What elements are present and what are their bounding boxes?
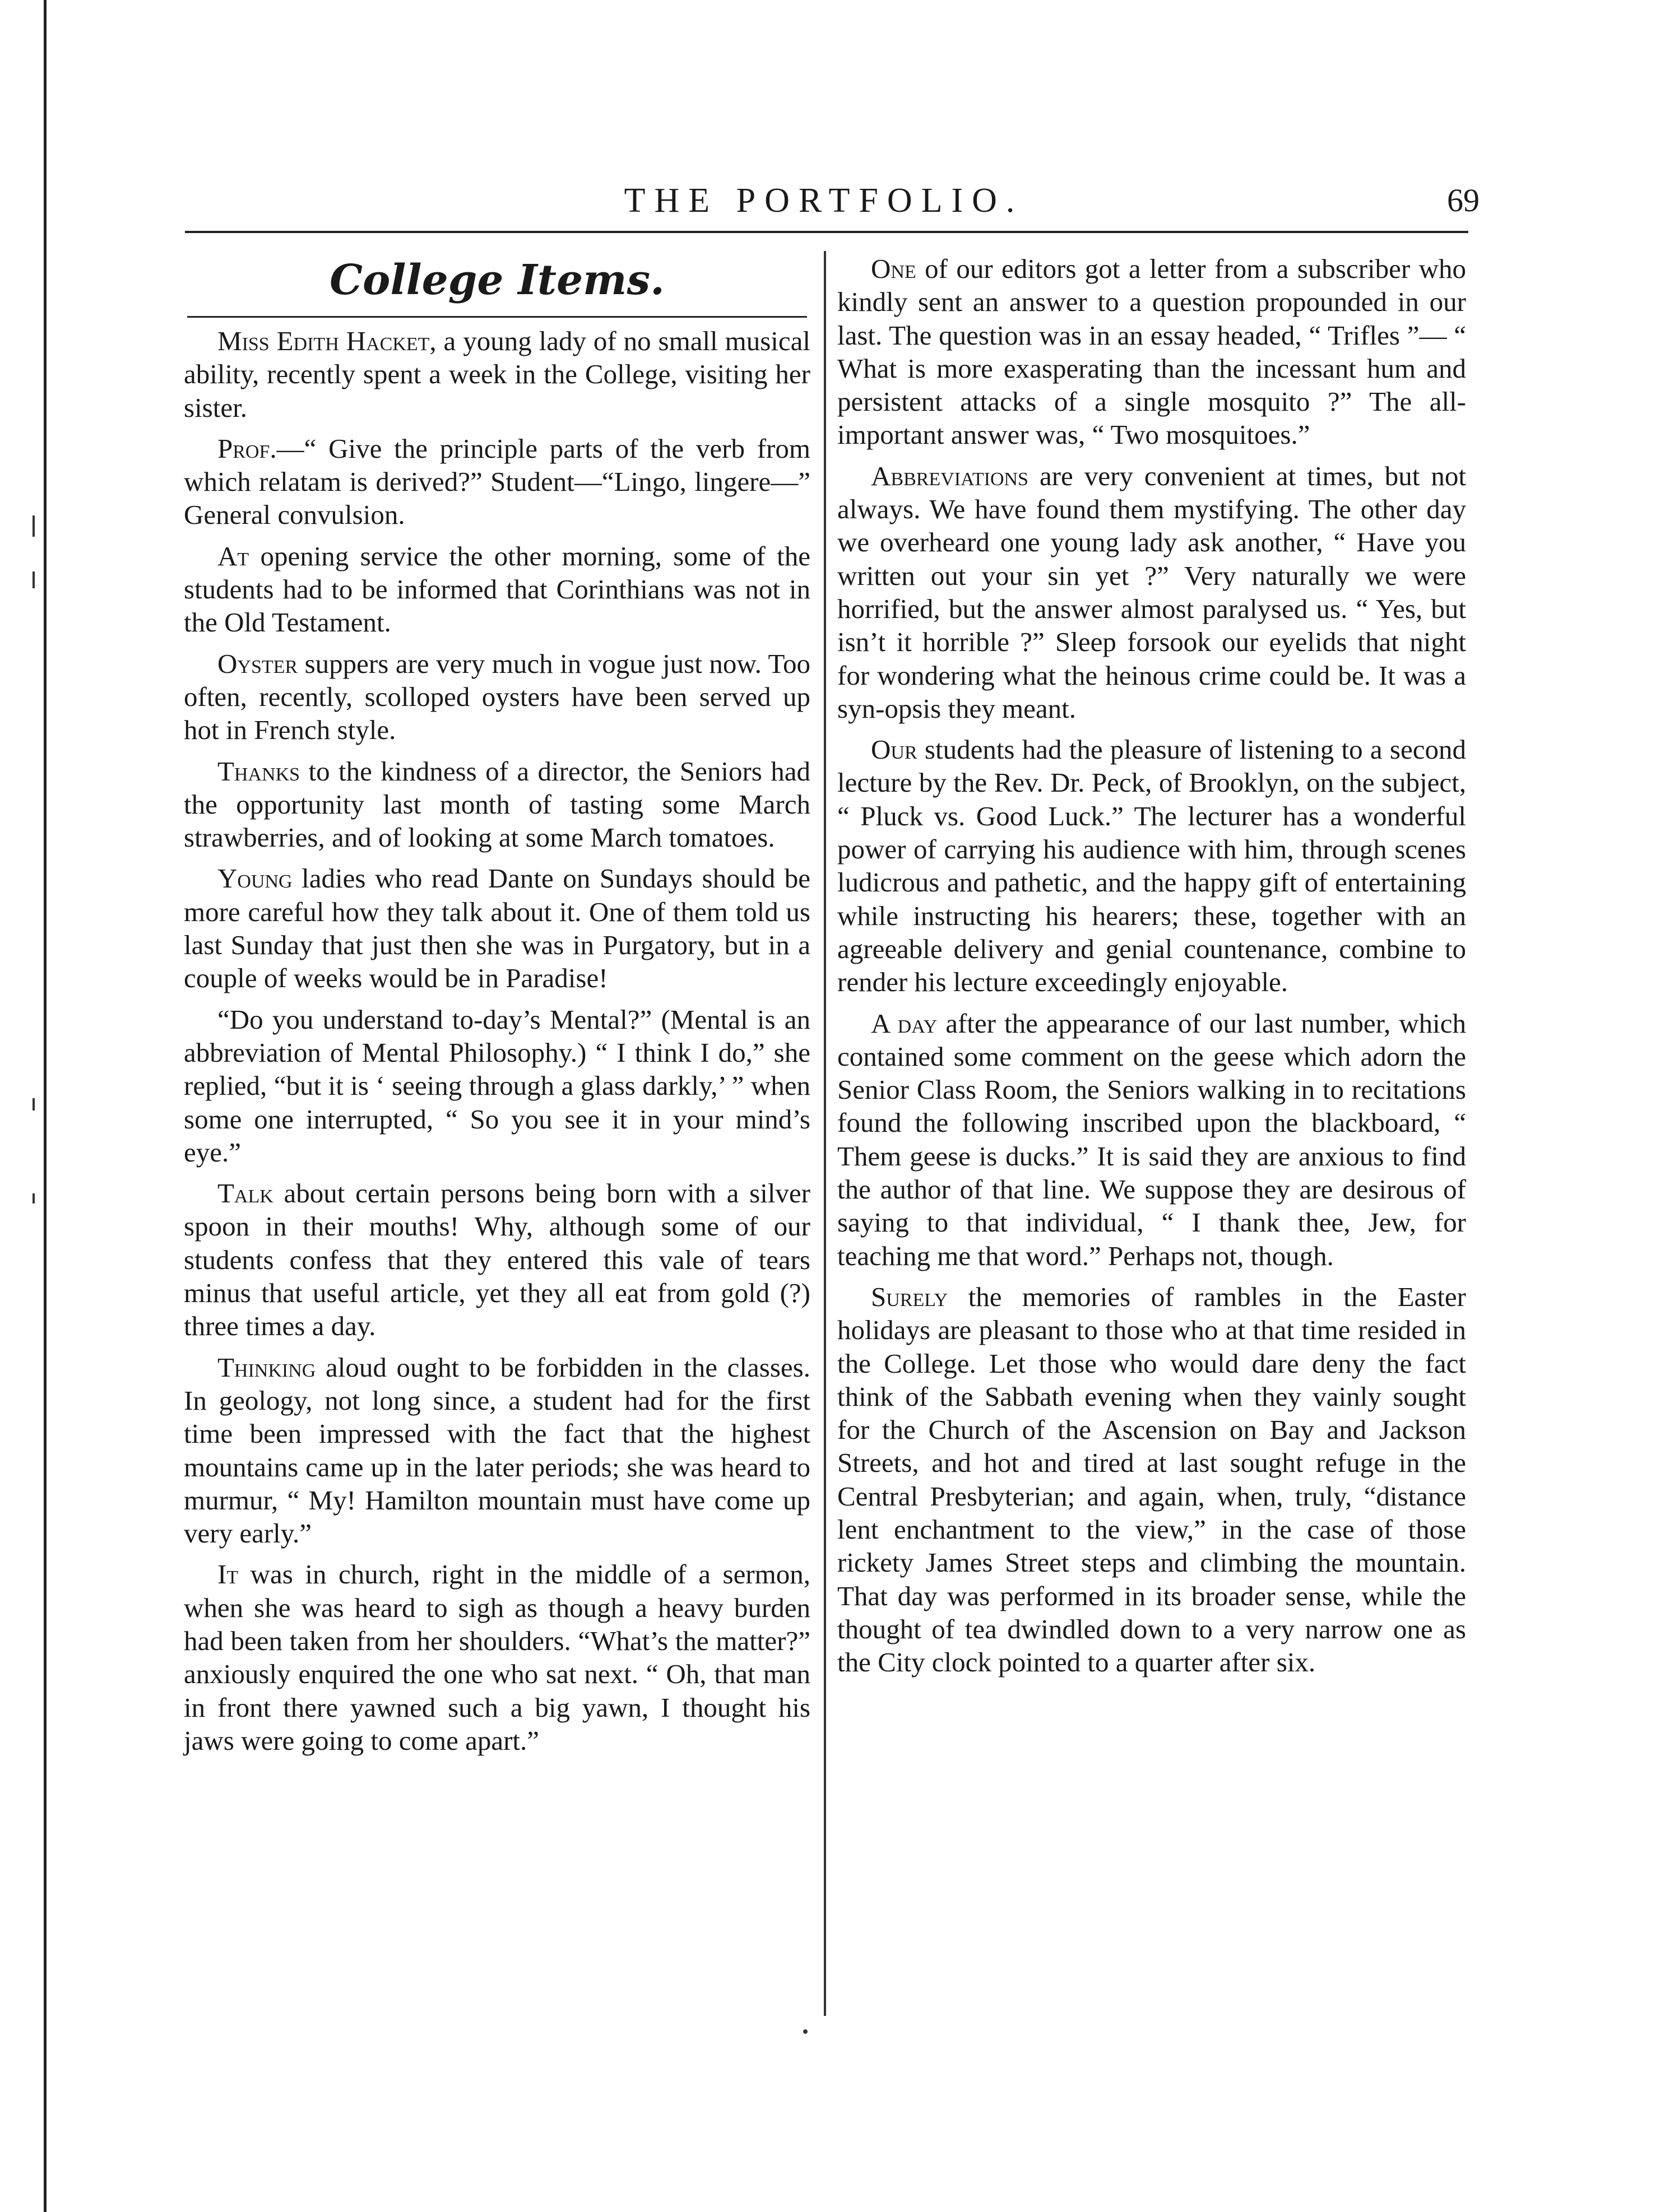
page-number: 69 <box>1447 182 1480 219</box>
item-lead: Abbreviations <box>871 460 1028 491</box>
item-text: “Do you understand to-day’s Mental?” (Mental is an abbreviation of Mental Philosophy.) “ I think I do,” she replied, “but it is ‘ seeing through a glass darkly,’ ” when some one interrupted, “ So you see it in your mind’s eye.” <box>184 1003 810 1168</box>
news-item <box>837 1007 1466 1272</box>
news-item <box>837 733 1466 998</box>
news-item <box>184 1351 810 1550</box>
item-lead: At <box>217 540 249 571</box>
item-text: aloud ought to be forbidden in the classes. In geology, not long since, a student had for the first time been impressed with the fact that the highest mountains came up in the later periods; she was heard to murmur, “ My! Hamilton mountain must have come up very early.” <box>184 1351 810 1549</box>
margin-mark <box>33 1098 35 1110</box>
item-lead: Prof. <box>217 433 277 464</box>
news-item <box>184 540 810 639</box>
item-lead: Surely <box>871 1281 948 1312</box>
news-item <box>184 324 810 424</box>
margin-mark <box>33 1193 35 1203</box>
running-title: THE PORTFOLIO. <box>624 182 1024 220</box>
item-text: suppers are very much in vogue just now. Too often, recently, scolloped oysters have been served up hot in French style. <box>184 648 810 746</box>
item-text: the memories of rambles in the Easter holidays are pleasant to those who at that time resided in the College. Let those who would dare deny the fact think of the Sabbath evening when they vainly sought for the Church of the Ascension on Bay and Jackson Streets, and hot and tired at last sought refuge in the Central Presbyterian; and again, when, truly, “distance lent enchantment to the view,” in the case of those rickety James Street steps and climbing the mountain. That day was performed in its broader sense, while the thought of tea dwindled down to a very narrow one as the City clock pointed to a quarter after six. <box>837 1281 1466 1678</box>
item-lead: One <box>871 253 916 284</box>
margin-mark <box>33 571 35 588</box>
news-item <box>184 1558 810 1757</box>
news-item <box>184 755 810 854</box>
item-text: are very convenient at times, but not always. We have found them mystifying. The other day we overheard one young lady ask another, “ Have you written out your sin yet ?” Very naturally we were horrified, but the answer almost paralysed us. “ Yes, but isn’t it horrible ?” Sleep forsook our eyelids that night for wondering what the heinous crime could be. It was a syn-opsis they meant. <box>837 460 1466 724</box>
left-column <box>184 252 810 1765</box>
item-lead: Miss Edith Hacket, <box>217 326 437 356</box>
item-text: after the appearance of our last number, which contained some comment on the geese which adorn the Senior Class Room, the Seniors walking in to recitations found the following inscribed upon the blackboard, “ Them geese is ducks.” It is said they are anxious to find the author of that line. We suppose they are desirous of saying to that individual, “ I thank thee, Jew, for teaching me that word.” Perhaps not, though. <box>837 1007 1466 1271</box>
item-text: was in church, right in the middle of a sermon, when she was heard to sigh as though a heavy burden had been taken from her shoulders. “What’s the matter?” anxiously enquired the one who sat next. “ Oh, that man in front there yawned such a big yawn, I thought his jaws were going to come apart.” <box>184 1559 810 1756</box>
title-rule <box>187 316 807 318</box>
item-lead: Thinking <box>217 1351 316 1383</box>
item-lead: Young <box>217 863 293 894</box>
page-binding-edge <box>44 0 47 2212</box>
item-lead: Thanks <box>217 755 300 787</box>
column-divider <box>824 251 826 2016</box>
news-item <box>184 1003 810 1169</box>
news-item <box>837 459 1466 725</box>
item-lead: Our <box>871 734 917 765</box>
header-rule <box>185 231 1468 233</box>
item-lead: A day <box>871 1007 938 1039</box>
news-item <box>184 1177 810 1342</box>
news-item <box>837 252 1466 452</box>
section-title: College Items. <box>330 256 665 304</box>
item-text: students had the pleasure of listening to a second lecture by the Rev. Dr. Peck, of Brooklyn, on the subject, “ Pluck vs. Good Luck.” The lecturer has a wonderful power of carrying his audience with him, through scenes ludicrous and pathetic, and the happy gift of entertaining while instructing his hearers; these, together with an agreeable delivery and genial countenance, combine to render his lecture exceedingly enjoyable. <box>837 734 1466 998</box>
item-lead: Oyster <box>217 648 298 679</box>
page-header <box>168 178 1480 223</box>
margin-mark <box>33 515 35 537</box>
item-text: to the kindness of a director, the Seniors had the opportunity last month of tasting some March strawberries, and of looking at some March tomatoes. <box>184 755 810 853</box>
item-text: a young lady of no small musical ability, recently spent a week in the College, visiting her sister. <box>184 326 810 423</box>
item-text: of our editors got a letter from a subscriber who kindly sent an answer to a question propounded in our last. The question was in an essay headed, “ Trifles ”— “ What is more exasperating than the incessant hum and persistent attacks of a single mosquito ?” The all-important answer was, “ Two mosquitoes.” <box>837 253 1466 450</box>
item-text: —“ Give the principle parts of the verb from which relatam is derived?” Student—“Lingo, lingere—” General convulsion. <box>184 433 810 531</box>
item-lead: It <box>217 1559 239 1590</box>
news-item <box>837 1280 1466 1679</box>
news-item <box>184 647 810 747</box>
news-item <box>184 432 810 532</box>
item-text: about certain persons being born with a silver spoon in their mouths! Why, although some of our students confess that they entered this vale of tears minus that useful article, yet they all eat from gold (?) three times a day. <box>184 1178 810 1342</box>
news-item <box>184 862 810 995</box>
right-column <box>837 252 1466 1686</box>
item-text: opening service the other morning, some of the students had to be informed that Corinthians was not in the Old Testament. <box>184 540 810 638</box>
item-text: ladies who read Dante on Sundays should be more careful how they talk about it. One of them told us last Sunday that just then she was in Purgatory, but in a couple of weeks would be in Paradise! <box>184 863 810 994</box>
footer-dot <box>803 2029 808 2034</box>
item-lead: Talk <box>217 1178 273 1209</box>
